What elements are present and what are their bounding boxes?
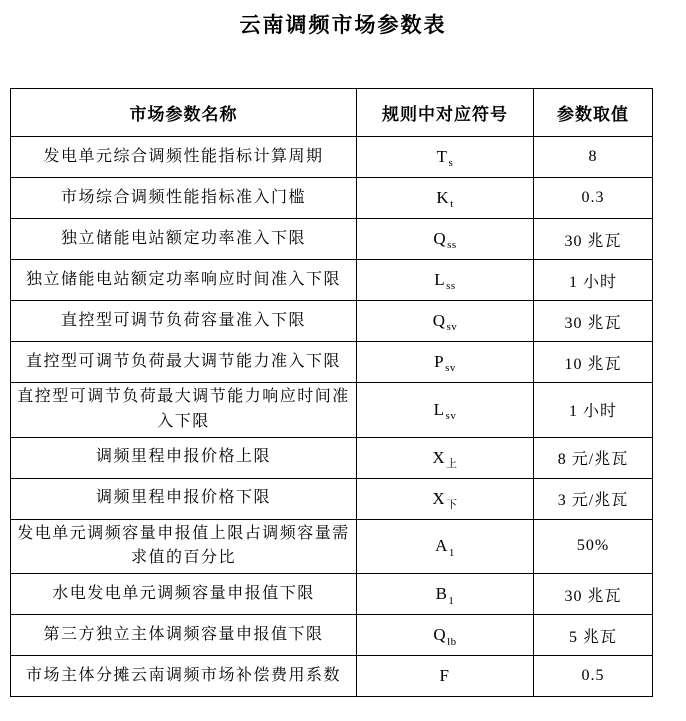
param-name-cell: 直控型可调节负荷最大调节能力准入下限: [11, 342, 357, 383]
symbol-base: F: [439, 666, 450, 686]
table-row: [11, 519, 653, 574]
table-row: [11, 137, 653, 178]
table-body: [11, 137, 653, 697]
table-row: [11, 178, 653, 219]
table-row: [11, 260, 653, 301]
param-value-cell: 30 兆瓦: [534, 219, 653, 260]
param-symbol-cell: [357, 137, 534, 178]
table-row: [11, 301, 653, 342]
table-row: [11, 478, 653, 519]
table-row: [11, 342, 653, 383]
param-value-cell: 30 兆瓦: [534, 574, 653, 615]
table-row: [11, 383, 653, 438]
symbol-base: P: [434, 352, 445, 371]
param-value-cell: 0.3: [534, 178, 653, 219]
symbol-base: K: [436, 188, 450, 207]
header-symbol: 规则中对应符号: [357, 89, 534, 137]
param-symbol-cell: [357, 342, 534, 383]
param-name-cell: 发电单元调频容量申报值上限占调频容量需求值的百分比: [11, 519, 357, 574]
symbol-subscript: 1: [448, 546, 455, 559]
symbol-base: B: [435, 584, 448, 604]
param-value-cell: 10 兆瓦: [534, 342, 653, 383]
symbol-subscript: 上: [446, 457, 458, 470]
header-value: 参数取值: [534, 89, 653, 137]
param-name-cell: 市场综合调频性能指标准入门槛: [11, 178, 357, 219]
param-name-cell: 独立储能电站额定功率响应时间准入下限: [11, 260, 357, 301]
symbol-subscript: 下: [446, 498, 458, 511]
symbol-base: L: [434, 270, 446, 289]
symbol-subscript: ss: [447, 239, 457, 252]
param-value-cell: 8 元/兆瓦: [534, 437, 653, 478]
symbol-subscript: t: [450, 198, 454, 211]
param-value-cell: 1 小时: [534, 383, 653, 438]
param-value-cell: 1 小时: [534, 260, 653, 301]
symbol-subscript: sv: [445, 362, 456, 375]
param-value-cell: 3 元/兆瓦: [534, 478, 653, 519]
param-value-cell: 50%: [534, 519, 653, 574]
param-symbol-cell: [357, 615, 534, 656]
param-symbol-cell: [357, 301, 534, 342]
param-name-cell: 调频里程申报价格下限: [11, 478, 357, 519]
header-row: [11, 89, 653, 137]
table-row: [11, 219, 653, 260]
param-symbol-cell: [357, 478, 534, 519]
param-name-cell: 调频里程申报价格上限: [11, 437, 357, 478]
param-symbol-cell: [357, 178, 534, 219]
symbol-base: Q: [433, 229, 447, 248]
param-symbol-cell: [357, 519, 534, 574]
table-row: [11, 656, 653, 697]
symbol-subscript: sv: [446, 321, 458, 334]
param-symbol-cell: [357, 383, 534, 438]
param-symbol-cell: [357, 219, 534, 260]
symbol-base: Q: [432, 311, 446, 330]
symbol-base: X: [432, 488, 446, 508]
symbol-subscript: ss: [446, 280, 456, 293]
header-param-name: 市场参数名称: [11, 89, 357, 137]
param-name-cell: 直控型可调节负荷最大调节能力响应时间准入下限: [11, 383, 357, 438]
param-name-cell: 直控型可调节负荷容量准入下限: [11, 301, 357, 342]
table-row: [11, 437, 653, 478]
table-row: [11, 615, 653, 656]
param-value-cell: 8: [534, 137, 653, 178]
table-row: [11, 574, 653, 615]
param-name-cell: 独立储能电站额定功率准入下限: [11, 219, 357, 260]
symbol-subscript: sv: [445, 410, 457, 423]
symbol-subscript: 1: [448, 594, 455, 607]
param-name-cell: 市场主体分摊云南调频市场补偿费用系数: [11, 656, 357, 697]
param-value-cell: 5 兆瓦: [534, 615, 653, 656]
symbol-base: X: [432, 447, 446, 467]
symbol-subscript: s: [448, 157, 454, 170]
symbol-base: L: [433, 399, 445, 419]
param-value-cell: 0.5: [534, 656, 653, 697]
page-title: 云南调频市场参数表: [239, 13, 447, 37]
table-header: [11, 89, 653, 137]
param-symbol-cell: [357, 437, 534, 478]
param-symbol-cell: [357, 260, 534, 301]
param-symbol-cell: [357, 574, 534, 615]
param-symbol-cell: [357, 656, 534, 697]
symbol-subscript: lb: [447, 635, 457, 648]
param-name-cell: 水电发电单元调频容量申报值下限: [11, 574, 357, 615]
param-name-cell: 第三方独立主体调频容量申报值下限: [11, 615, 357, 656]
symbol-base: T: [436, 147, 448, 166]
param-name-cell: 发电单元综合调频性能指标计算周期: [11, 137, 357, 178]
symbol-base: A: [435, 536, 448, 556]
symbol-base: Q: [433, 625, 447, 645]
param-value-cell: 30 兆瓦: [534, 301, 653, 342]
parameter-table: [10, 88, 653, 697]
